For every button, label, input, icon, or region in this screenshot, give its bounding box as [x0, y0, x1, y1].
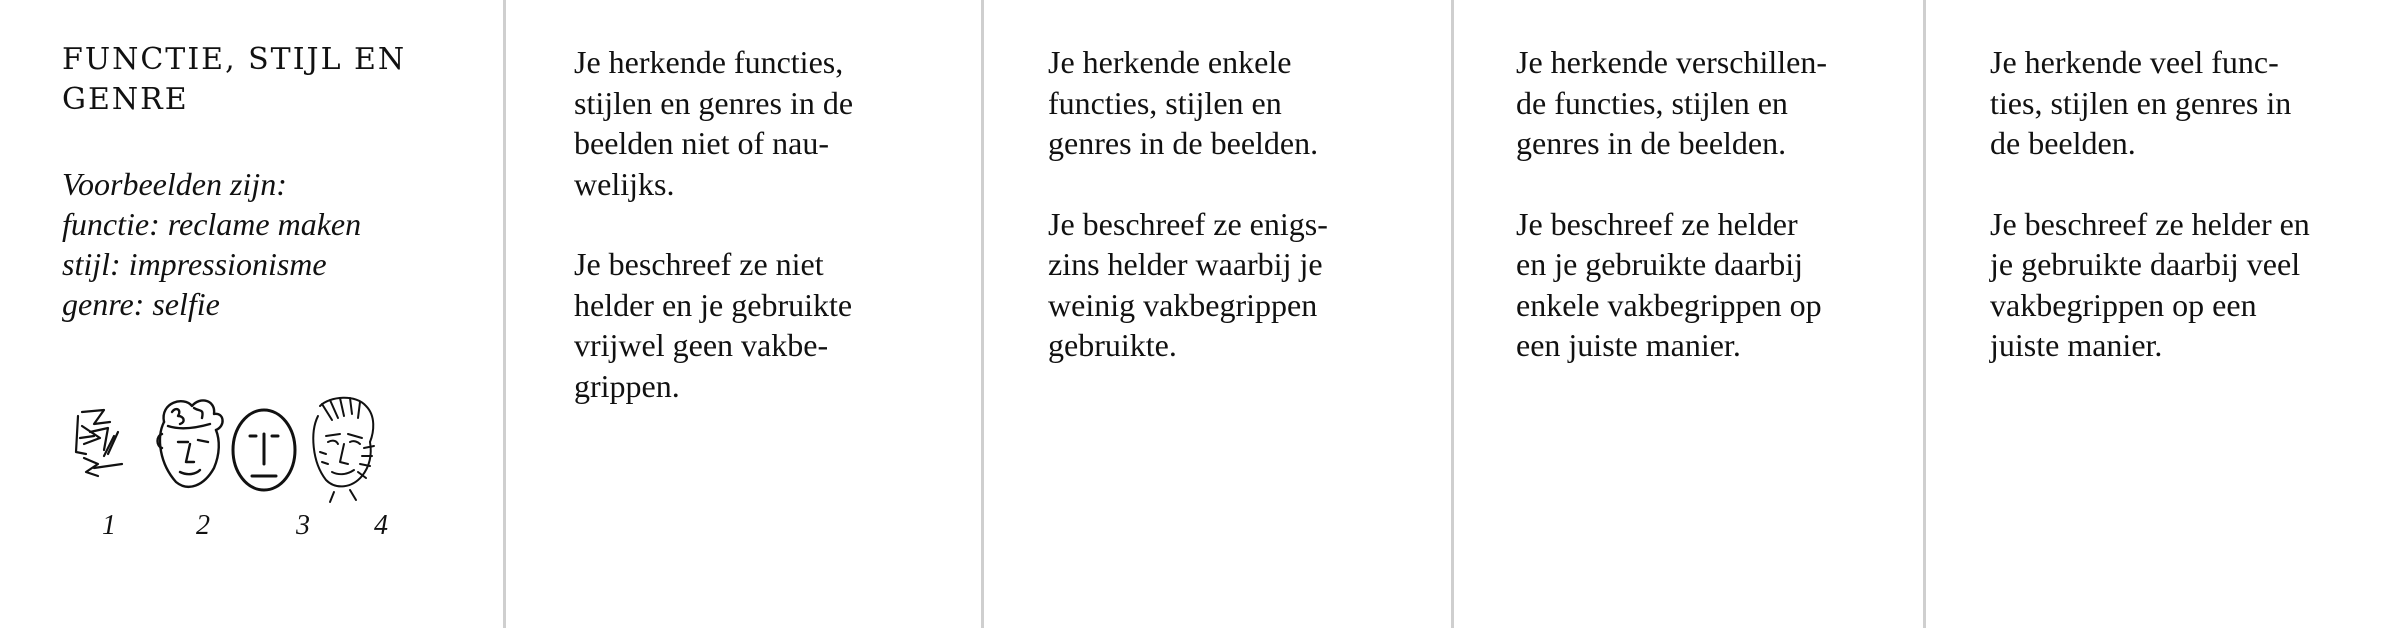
criterion-title: [62, 40, 432, 120]
text-line: grippen.: [574, 367, 680, 404]
text-line: beelden niet of nau-: [574, 125, 829, 161]
example-line: Voorbeelden zijn:: [62, 166, 287, 202]
text-line: en je gebruikte daarbij: [1516, 246, 1803, 282]
level-text: [1990, 42, 2320, 366]
shaded-face-sketch: [313, 398, 374, 502]
text-line: juiste manier.: [1990, 327, 2163, 363]
text-line: enkele vakbegrippen op: [1516, 286, 1822, 323]
text-line: functies, stijlen en: [1048, 84, 1282, 121]
text-line: genres in de beelden.: [1516, 125, 1787, 161]
text-line: ties, stijlen en genres in: [1990, 84, 2292, 121]
text-line: Je herkende verschillen-: [1516, 44, 1827, 80]
level-cell-2: [984, 0, 1451, 628]
level-description: [574, 244, 904, 406]
level-text: [574, 42, 904, 406]
level-description: [1048, 204, 1378, 366]
face-sketches: [64, 392, 444, 552]
sketch-label-4: 4: [374, 510, 388, 541]
criterion-title-line: FUNCTIE, STIJL EN: [62, 42, 407, 77]
text-line: Je herkende enkele: [1048, 44, 1292, 80]
example-line: stijl: impressionisme: [62, 246, 327, 282]
text-line: de beelden.: [1990, 125, 2136, 161]
text-line: genres in de beelden.: [1048, 125, 1319, 161]
curly-face-sketch: [158, 400, 223, 486]
level-recognition: [574, 42, 904, 204]
text-line: een juiste manier.: [1516, 327, 1741, 363]
criterion-title-line: GENRE: [62, 82, 189, 117]
sketch-label-2: 2: [196, 510, 210, 541]
cubist-face-sketch: [76, 410, 122, 476]
level-recognition: [1516, 42, 1846, 164]
criterion-cell: [0, 0, 503, 628]
text-line: stijlen en genres in de: [574, 84, 854, 121]
text-line: je gebruikte daarbij veel: [1990, 246, 2301, 282]
level-text: [1516, 42, 1846, 366]
text-line: helder en je gebruikte: [574, 286, 853, 323]
sketch-label-3: 3: [296, 510, 310, 541]
criterion-examples: [62, 164, 503, 324]
text-line: Je herkende veel func-: [1990, 44, 2279, 80]
example-line: functie: reclame maken: [62, 206, 362, 242]
text-line: de functies, stijlen en: [1516, 84, 1788, 121]
level-recognition: [1990, 42, 2320, 164]
text-line: vakbegrippen op een: [1990, 286, 2257, 323]
text-line: zins helder waarbij je: [1048, 246, 1323, 282]
text-line: welijks.: [574, 165, 675, 202]
level-cell-3: [1454, 0, 1923, 628]
text-line: Je beschreef ze enigs-: [1048, 205, 1328, 242]
level-text: [1048, 42, 1378, 366]
text-line: Je herkende functies,: [574, 44, 844, 80]
text-line: Je beschreef ze helder: [1516, 205, 1798, 242]
example-line: genre: selfie: [62, 286, 220, 322]
level-description: [1990, 204, 2320, 366]
oval-face-sketch: [233, 410, 295, 490]
text-line: Je beschreef ze niet: [574, 246, 824, 282]
level-cell-4: [1926, 0, 2394, 628]
text-line: vrijwel geen vakbe-: [574, 327, 829, 363]
sketch-label-1: 1: [102, 510, 116, 541]
text-line: gebruikte.: [1048, 327, 1177, 363]
level-cell-1: [506, 0, 981, 628]
level-recognition: [1048, 42, 1378, 164]
text-line: Je beschreef ze helder en: [1990, 205, 2310, 242]
text-line: weinig vakbegrippen: [1048, 286, 1318, 323]
level-description: [1516, 204, 1846, 366]
